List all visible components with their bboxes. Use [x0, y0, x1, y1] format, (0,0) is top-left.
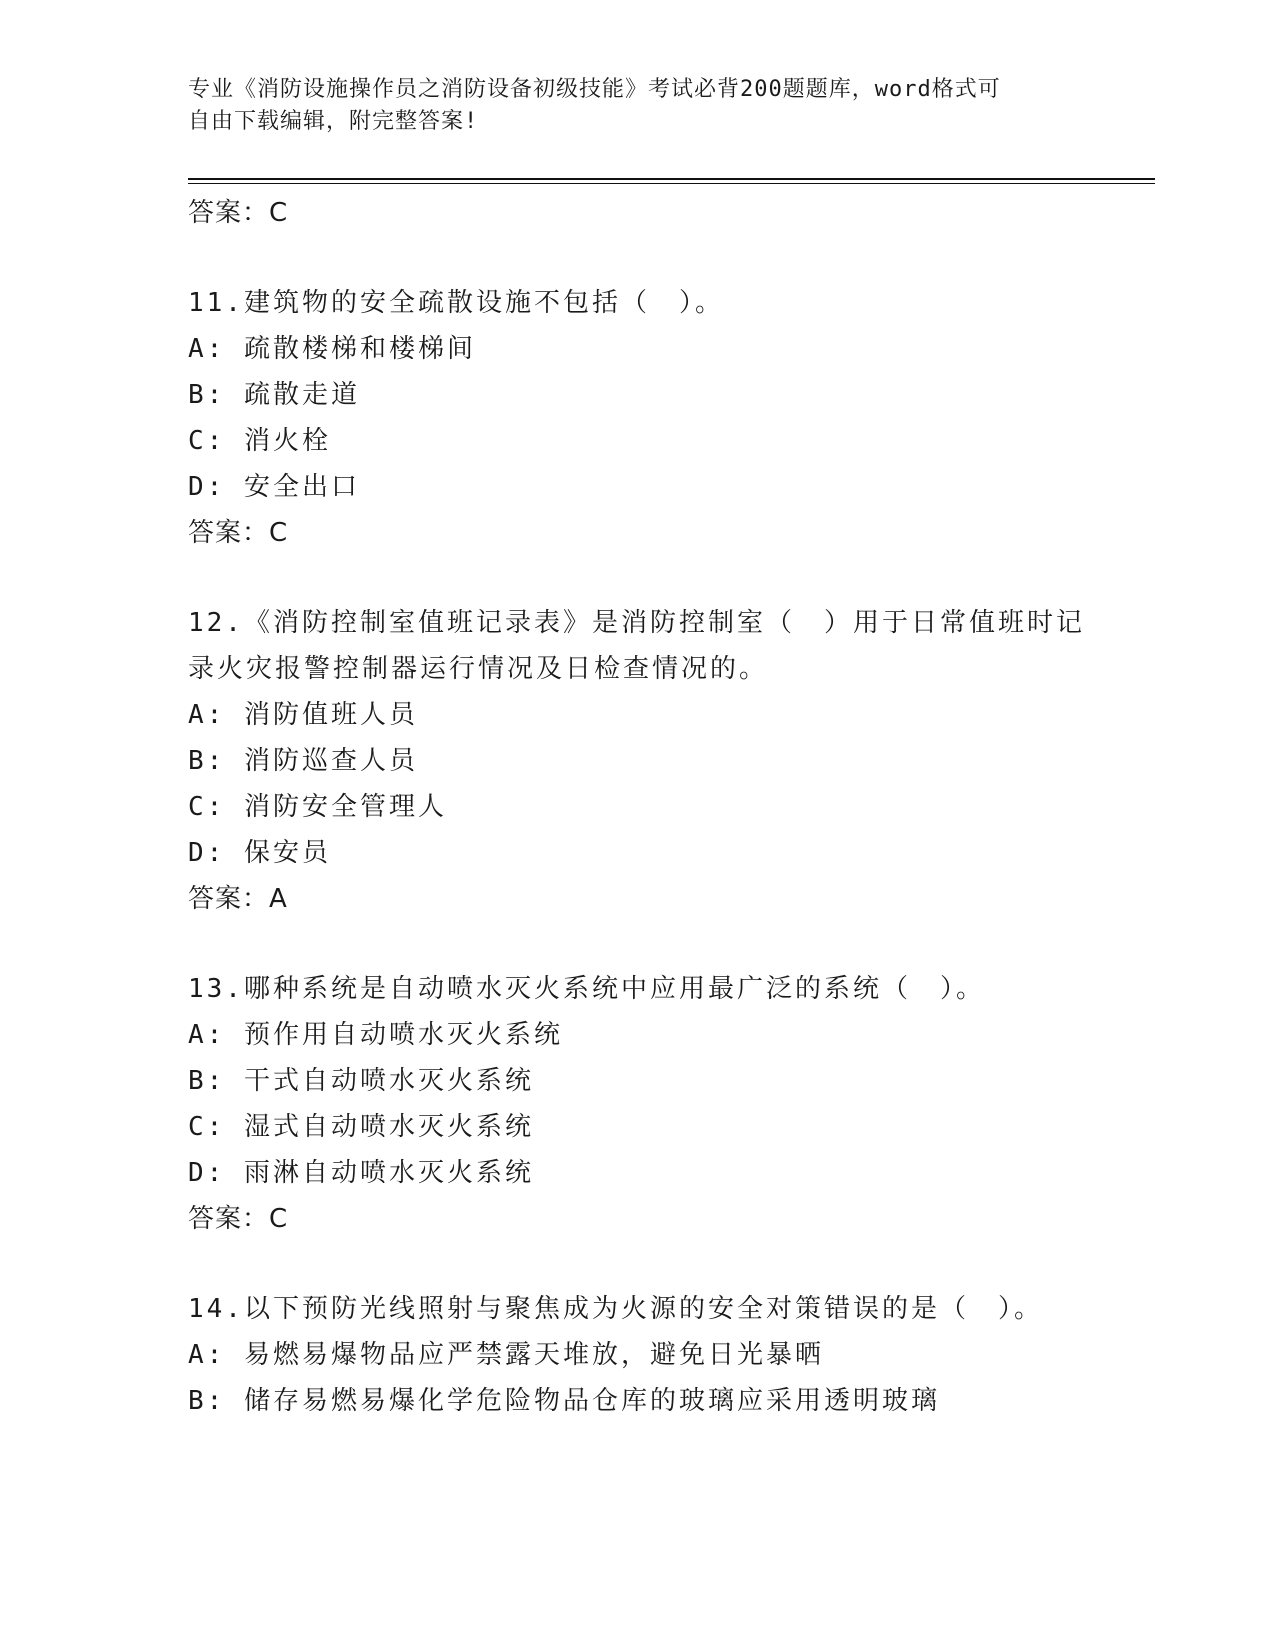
question-11	[188, 280, 1088, 556]
option-a: A: 预作用自动喷水灭火系统	[188, 1020, 563, 1050]
option-a: A: 疏散楼梯和楼梯间	[188, 334, 476, 364]
option-d: D: 雨淋自动喷水灭火系统	[188, 1158, 534, 1188]
option-b: B: 干式自动喷水灭火系统	[188, 1066, 534, 1096]
question-stem: 14.以下预防光线照射与聚焦成为火源的安全对策错误的是（ ）。	[188, 1294, 1043, 1324]
header-divider-thin	[188, 183, 1155, 184]
option-a: A: 易燃易爆物品应严禁露天堆放，避免日光暴晒	[188, 1340, 824, 1370]
question-14	[188, 1286, 1088, 1424]
question-stem: 13.哪种系统是自动喷水灭火系统中应用最广泛的系统（ ）。	[188, 974, 985, 1004]
option-c: C: 消防安全管理人	[188, 792, 447, 822]
question-12	[188, 600, 1088, 922]
option-c: C: 湿式自动喷水灭火系统	[188, 1112, 534, 1142]
header-title-line-1: 专业《消防设施操作员之消防设备初级技能》考试必背200题题库，word格式可	[188, 77, 1001, 102]
option-b: B: 储存易燃易爆化学危险物品仓库的玻璃应采用透明玻璃	[188, 1386, 940, 1416]
question-list	[188, 190, 1088, 1424]
question-stem: 12.《消防控制室值班记录表》是消防控制室（ ）用于日常值班时记	[188, 608, 1085, 638]
answer: 答案：A	[188, 884, 288, 914]
document-header	[188, 74, 1068, 138]
option-d: D: 保安员	[188, 838, 331, 868]
question-stem-continued: 录火灾报警控制器运行情况及日检查情况的。	[188, 654, 769, 684]
header-divider-thick	[188, 178, 1155, 180]
answer: 答案：C	[188, 518, 289, 548]
question-stem: 11.建筑物的安全疏散设施不包括（ ）。	[188, 288, 724, 318]
previous-answer: 答案：C	[188, 198, 289, 228]
answer: 答案：C	[188, 1204, 289, 1234]
option-a: A: 消防值班人员	[188, 700, 418, 730]
option-b: B: 疏散走道	[188, 380, 360, 410]
option-d: D: 安全出口	[188, 472, 360, 502]
question-13	[188, 966, 1088, 1242]
header-title-line-2: 自由下载编辑，附完整答案!	[188, 109, 479, 134]
option-c: C: 消火栓	[188, 426, 331, 456]
option-b: B: 消防巡查人员	[188, 746, 418, 776]
